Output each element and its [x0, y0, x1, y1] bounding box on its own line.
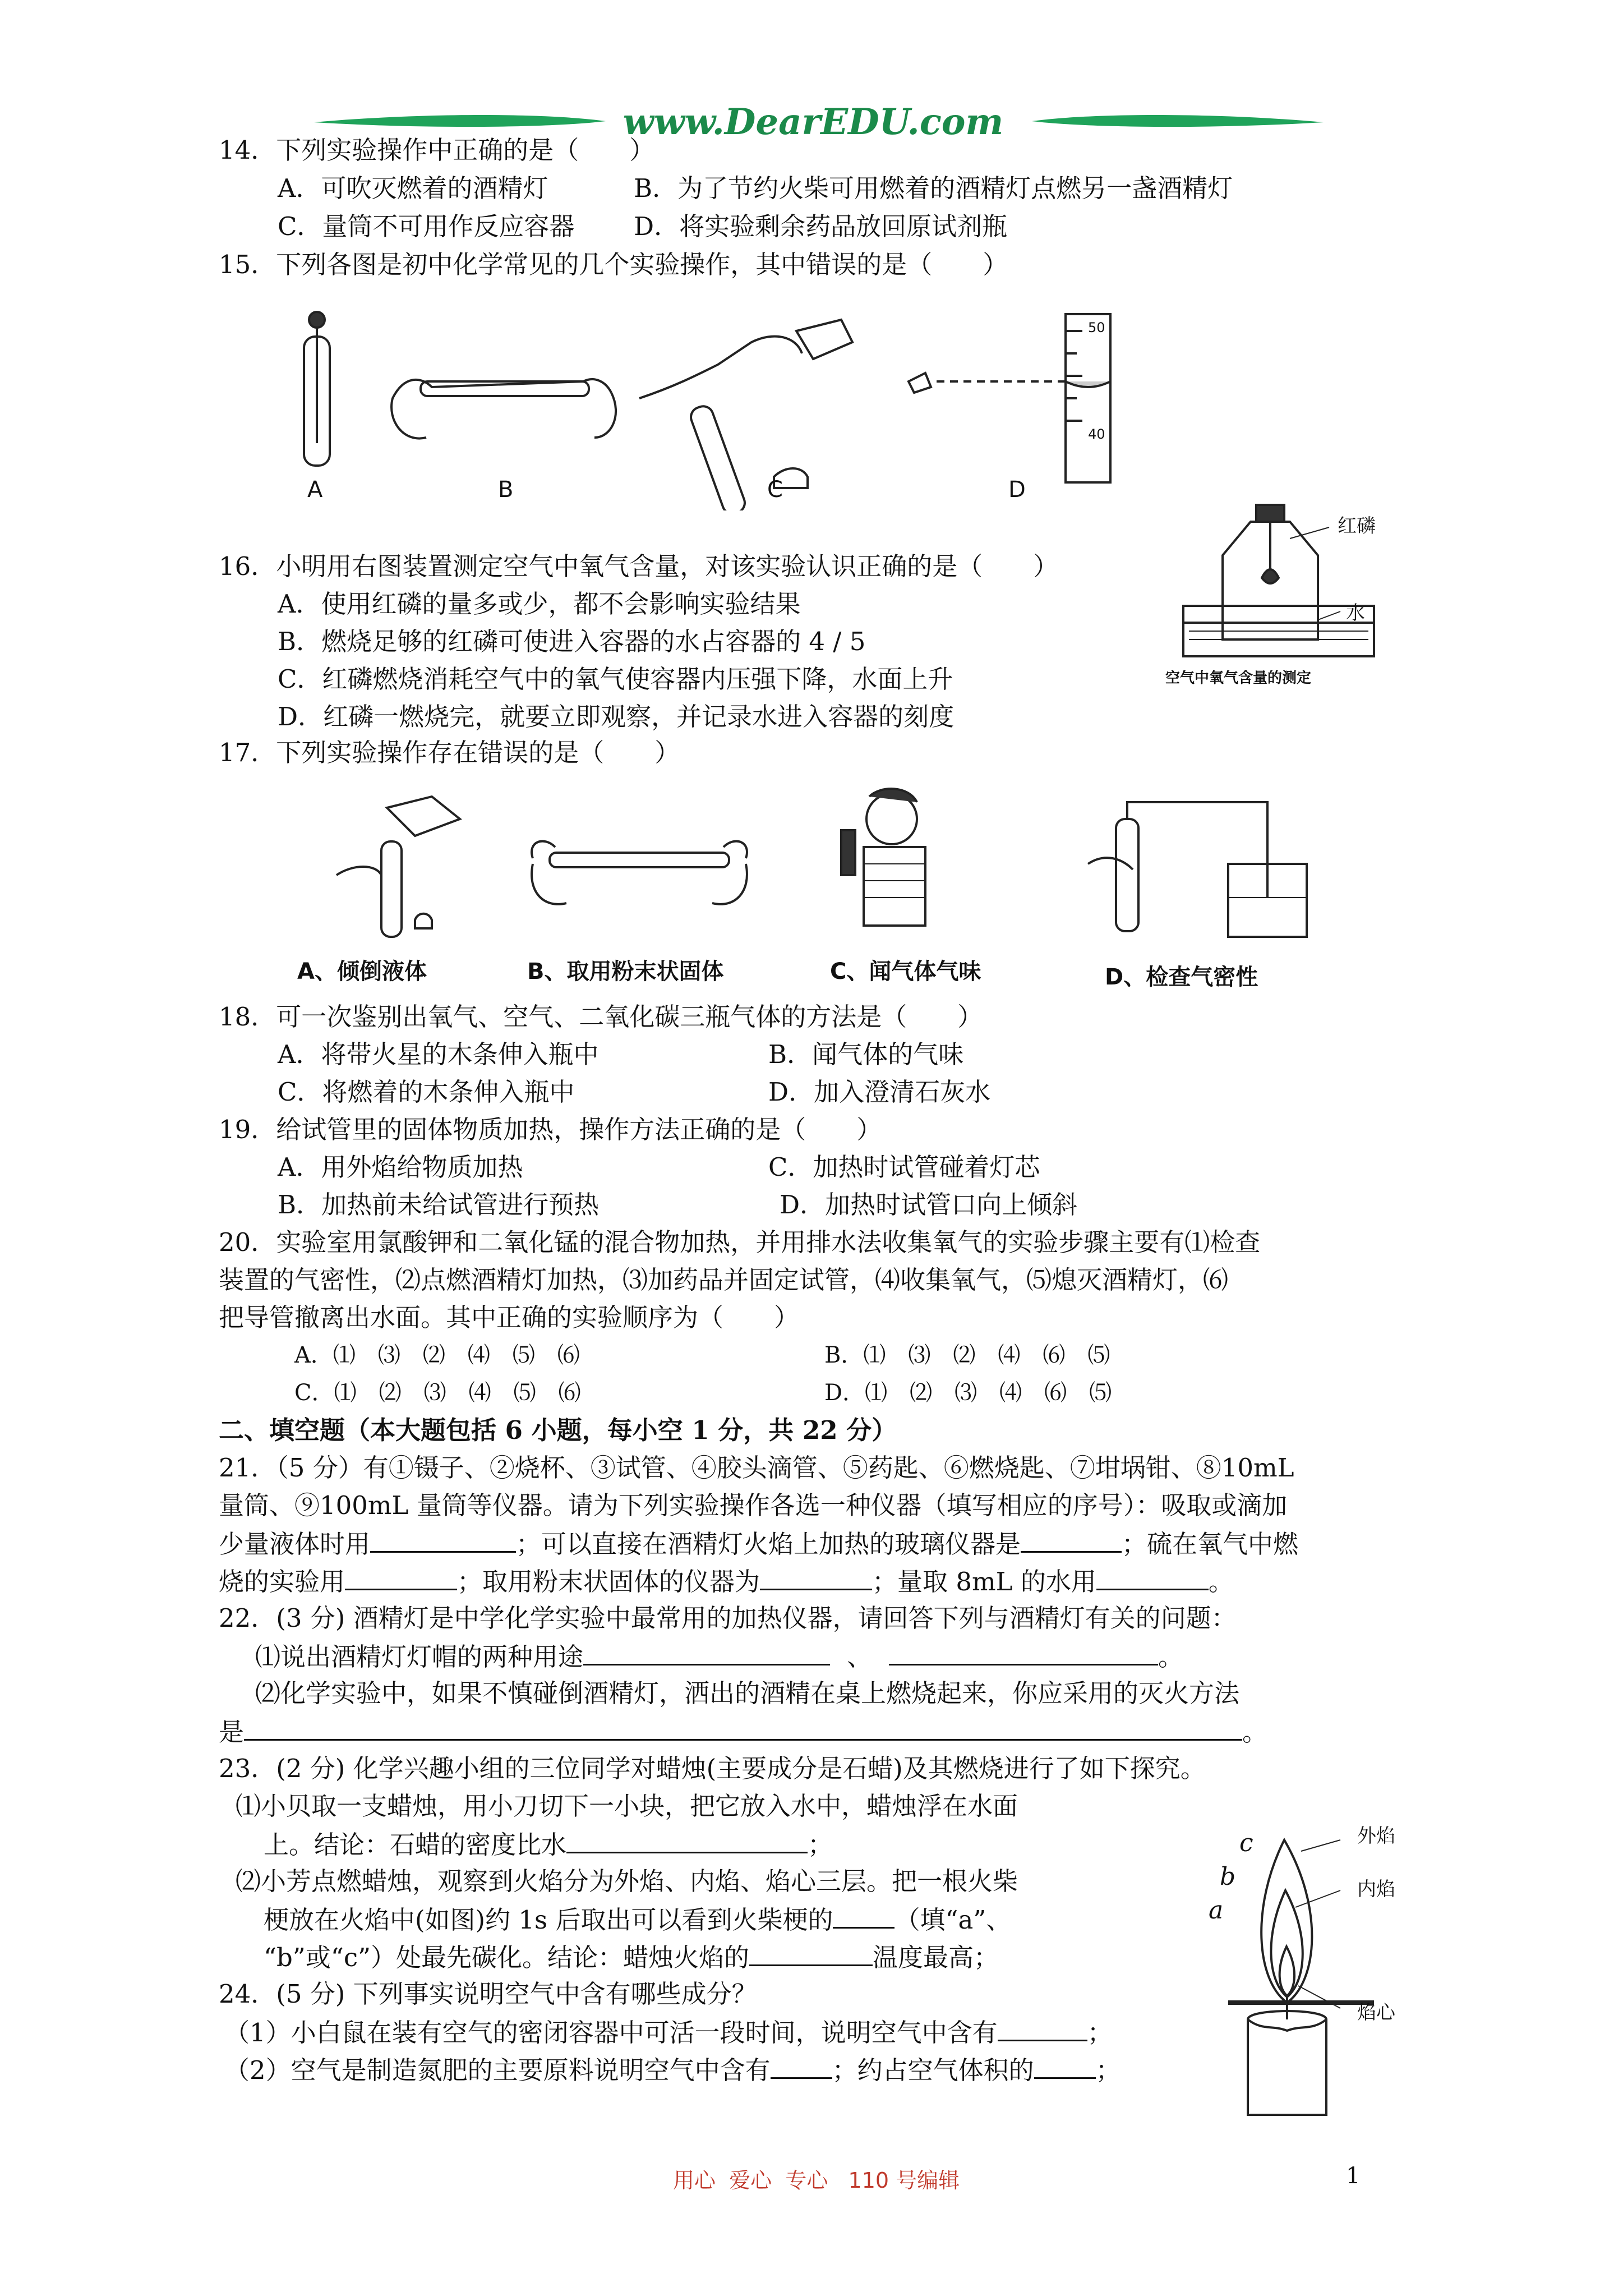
q14-option-c: C．量筒不可用作反应容器 [278, 211, 575, 241]
q23-candle-figure [1195, 1818, 1430, 2132]
q24-blank-nitrogen[interactable] [771, 2053, 832, 2079]
q18-option-c: C．将燃着的木条伸入瓶中 [278, 1077, 575, 1107]
page-number: 1 [1346, 2163, 1361, 2189]
q21-blank-heat-glass[interactable] [1021, 1526, 1122, 1553]
q21-blank-dropper[interactable] [370, 1526, 516, 1553]
q23-line1: 23．(2 分) 化学兴趣小组的三位同学对蜡烛(主要成分是石蜡)及其燃烧进行了如下探究。 [219, 1754, 1206, 1783]
q23-fig-outer-flame: 外焰 [1357, 1825, 1395, 1847]
q20-line3: 把导管撤离出水面。其中正确的实验顺序为（ ） [219, 1303, 800, 1332]
q17-figure [303, 785, 1312, 948]
q14-option-a: A．可吹灭燃着的酒精灯 [278, 173, 548, 203]
q18-option-b: B．闻气体的气味 [768, 1039, 964, 1069]
q23-text-4: （填“a”、 [895, 1905, 1012, 1935]
q22-line3: ⑵化学实验中，如果不慎碰倒酒精灯，洒出的酒精在桌上燃烧起来，你应采用的灭火方法 [255, 1678, 1240, 1708]
q24-text-4: ；约占空气体积的 [832, 2055, 1034, 2085]
section-2-title: 二、填空题（本大题包括 6 小题，每小空 1 分，共 22 分） [219, 1415, 897, 1445]
q14-stem: 14．下列实验操作中正确的是（ ） [219, 135, 655, 165]
q21-text-6: ；量取 8mL 的水用 [872, 1567, 1096, 1596]
q15-label-b: B [498, 477, 514, 503]
site-logo: www.DearEDU.com [623, 101, 1004, 143]
q15-scale-top: 50 [1088, 320, 1105, 335]
q18-option-d: D．加入澄清石灰水 [768, 1077, 991, 1107]
q24-blank-volume[interactable] [1034, 2053, 1096, 2079]
q21-text-7: 。 [1208, 1567, 1234, 1596]
q15-stem: 15．下列各图是初中化学常见的几个实验操作，其中错误的是（ ） [219, 250, 1008, 279]
q15-label-d: D [1008, 477, 1026, 503]
q22-text-3: 。 [1158, 1642, 1184, 1672]
q21-line3 [219, 1526, 1298, 1561]
q16-option-a: A．使用红磷的量多或少，都不会影响实验结果 [278, 589, 801, 619]
q16-stem: 16．小明用右图装置测定空气中氧气含量，对该实验认识正确的是（ ） [219, 551, 1059, 581]
q21-text-2: ；可以直接在酒精灯火焰上加热的玻璃仪器是 [516, 1529, 1021, 1559]
q21-blank-sulfur[interactable] [345, 1564, 457, 1590]
q17-caption-b: B、取用粉末状固体 [527, 959, 724, 984]
q15-label-a: A [307, 477, 323, 503]
q18-option-a: A．将带火星的木条伸入瓶中 [278, 1039, 599, 1069]
q23-line6 [264, 1940, 999, 1975]
q23-fig-label-b: b [1220, 1862, 1236, 1891]
q21-text-1: 少量液体时用 [219, 1529, 371, 1559]
q23-fig-flame-core: 焰心 [1357, 2001, 1395, 2024]
q15-label-c: C [767, 477, 783, 503]
q20-line1: 20．实验室用氯酸钾和二氧化锰的混合物加热，并用排水法收集氧气的实验步骤主要有⑴检查 [219, 1227, 1261, 1257]
q23-line2: ⑴小贝取一支蜡烛，用小刀切下一小块，把它放入水中，蜡烛浮在水面 [236, 1791, 1018, 1821]
q24-line2 [224, 2015, 1113, 2050]
q15-figure [292, 297, 1133, 510]
q23-line4: ⑵小芳点燃蜡烛，观察到火焰分为外焰、内焰、焰心三层。把一根火柴 [236, 1866, 1018, 1896]
q23-text-5: “b”或“c”）处最先碳化。结论：蜡烛火焰的 [264, 1943, 750, 1972]
q24-blank-oxygen[interactable] [998, 2015, 1087, 2041]
q22-blank-use-2[interactable] [889, 1639, 1158, 1665]
q20-option-a: A．⑴ ⑶ ⑵ ⑷ ⑸ ⑹ [294, 1342, 580, 1368]
q21-text-3: ；硫在氧气中燃 [1122, 1529, 1299, 1559]
q16-figure-caption: 空气中氧气含量的测定 [1165, 670, 1312, 687]
q23-blank-density[interactable] [566, 1827, 808, 1853]
q24-line1: 24．(5 分) 下列事实说明空气中含有哪些成分？ [219, 1979, 757, 2009]
q16-figure [1172, 494, 1408, 679]
lab-operations-illustration [292, 297, 1133, 510]
q23-text-3: 梗放在火焰中(如图)约 1s 后取出可以看到火柴梗的 [264, 1905, 833, 1935]
q22-line1: 22．(3 分) 酒精灯是中学化学实验中最常用的加热仪器，请回答下列与酒精灯有关的问题： [219, 1603, 1237, 1633]
q24-text-1: （1）小白鼠在装有空气的密闭容器中可活一段时间，说明空气中含有 [224, 2018, 998, 2047]
q24-line3 [224, 2053, 1121, 2087]
q22-text-1: ⑴说出酒精灯灯帽的两种用途 [255, 1642, 584, 1672]
q14-option-d: D．将实验剩余药品放回原试剂瓶 [634, 211, 1008, 241]
q21-blank-powder[interactable] [760, 1564, 872, 1590]
q23-text-2: ； [808, 1830, 833, 1860]
q19-option-c: C．加热时试管碰着灯芯 [768, 1152, 1040, 1182]
q19-option-d: D．加热时试管口向上倾斜 [780, 1190, 1078, 1220]
q20-option-b: B．⑴ ⑶ ⑵ ⑷ ⑹ ⑸ [824, 1342, 1110, 1368]
q23-line3 [264, 1827, 833, 1862]
q24-text-3: （2）空气是制造氮肥的主要原料说明空气中含有 [224, 2055, 771, 2085]
q17-stem: 17．下列实验操作存在错误的是（ ） [219, 738, 680, 767]
q23-fig-inner-flame: 内焰 [1357, 1878, 1395, 1901]
footer-note: 用心 爱心 专心 110 号编辑 [673, 2168, 960, 2193]
q23-text-1: 上。结论：石蜡的密度比水 [264, 1830, 567, 1860]
q19-option-b: B．加热前未给试管进行预热 [278, 1190, 600, 1220]
q22-blank-extinguish[interactable] [244, 1714, 1242, 1741]
q22-line2 [255, 1639, 1183, 1674]
q23-blank-flame-layer[interactable] [749, 1940, 873, 1966]
q22-line4 [219, 1714, 1267, 1749]
q22-blank-use-1[interactable] [583, 1639, 830, 1665]
q21-text-4: 烧的实验用 [219, 1567, 345, 1596]
q24-text-5: ； [1095, 2055, 1121, 2085]
q16-label-red-phosphorus: 红磷 [1338, 515, 1376, 537]
q20-option-c: C．⑴ ⑵ ⑶ ⑷ ⑸ ⑹ [294, 1380, 581, 1406]
q20-line2: 装置的气密性，⑵点燃酒精灯加热，⑶加药品并固定试管，⑷收集氧气，⑸熄灭酒精灯，⑹ [219, 1265, 1229, 1295]
q14-option-b: B．为了节约火柴可用燃着的酒精灯点燃另一盏酒精灯 [634, 173, 1233, 203]
q22-text-5: 。 [1242, 1717, 1268, 1747]
q17-caption-c: C、闻气体气味 [830, 959, 981, 984]
q23-fig-label-a: a [1209, 1896, 1224, 1925]
lab-safety-illustration [303, 785, 1312, 948]
q17-caption-d: D、检查气密性 [1105, 964, 1258, 990]
q19-option-a: A．用外焰给物质加热 [278, 1152, 523, 1182]
q22-text-4: 是 [219, 1717, 245, 1747]
q21-line4 [219, 1564, 1234, 1599]
q23-text-6: 温度最高； [873, 1943, 999, 1972]
q23-blank-position[interactable] [833, 1902, 895, 1929]
q21-line2: 量筒、⑨100mL 量筒等仪器。请为下列实验操作各选一种仪器（填写相应的序号）：吸取或滴加 [219, 1490, 1288, 1520]
q16-label-water: 水 [1346, 602, 1365, 624]
q20-option-d: D．⑴ ⑵ ⑶ ⑷ ⑹ ⑸ [824, 1380, 1112, 1406]
q18-stem: 18．可一次鉴别出氧气、空气、二氧化碳三瓶气体的方法是（ ） [219, 1002, 983, 1032]
q15-scale-bottom: 40 [1088, 426, 1105, 442]
q16-option-b: B．燃烧足够的红磷可使进入容器的水占容器的 4 / 5 [278, 627, 866, 656]
q16-option-d: D．红磷一燃烧完，就要立即观察，并记录水进入容器的刻度 [278, 702, 955, 731]
q21-text-5: ；取用粉末状固体的仪器为 [457, 1567, 760, 1596]
q23-line5 [264, 1902, 1011, 1937]
q17-caption-a: A、倾倒液体 [297, 959, 427, 984]
q16-option-c: C．红磷燃烧消耗空气中的氧气使容器内压强下降，水面上升 [278, 664, 953, 694]
q24-text-2: ； [1087, 2018, 1113, 2047]
q23-fig-label-c: c [1239, 1829, 1253, 1857]
q21-blank-8ml[interactable] [1096, 1564, 1209, 1590]
q22-text-2: 、 [847, 1642, 873, 1672]
q21-line1: 21．（5 分）有①镊子、②烧杯、③试管、④胶头滴管、⑤药匙、⑥燃烧匙、⑦坩埚钳、⑧10mL [219, 1453, 1294, 1483]
q19-stem: 19．给试管里的固体物质加热，操作方法正确的是（ ） [219, 1115, 882, 1144]
